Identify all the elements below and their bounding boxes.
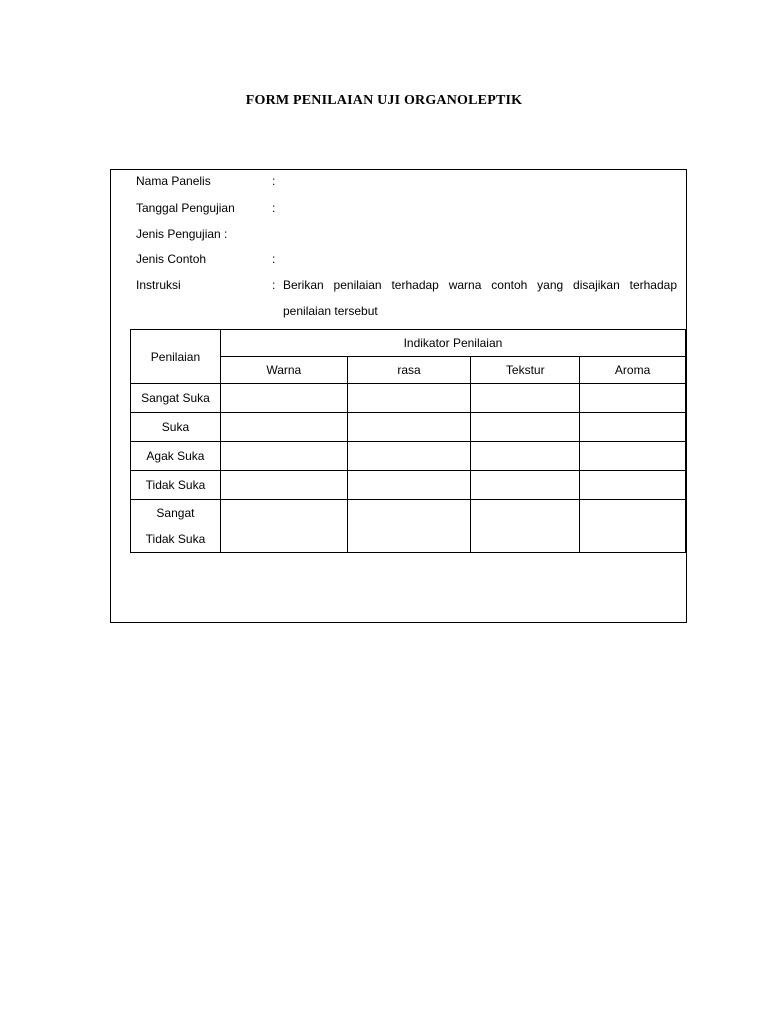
- cell-warna[interactable]: [220, 500, 347, 553]
- field-label-jenis-pengujian: Jenis Pengujian :: [136, 227, 228, 241]
- row-label-sangat-tidak-suka: [131, 500, 221, 553]
- cell-aroma[interactable]: [580, 413, 686, 442]
- table-row: [131, 442, 686, 471]
- cell-aroma[interactable]: [580, 442, 686, 471]
- cell-aroma[interactable]: [580, 384, 686, 413]
- cell-rasa[interactable]: [347, 500, 471, 553]
- header-warna: Warna: [220, 357, 347, 384]
- cell-tekstur[interactable]: [471, 413, 580, 442]
- cell-tekstur[interactable]: [471, 442, 580, 471]
- cell-rasa[interactable]: [347, 384, 471, 413]
- colon-jenis-contoh: :: [272, 252, 276, 266]
- rating-table: [130, 329, 686, 553]
- table-row: [131, 471, 686, 500]
- table-row: [131, 384, 686, 413]
- header-rasa: rasa: [347, 357, 471, 384]
- form-frame: [110, 169, 687, 623]
- cell-rasa[interactable]: [347, 413, 471, 442]
- table-header-row: [131, 330, 686, 357]
- header-tekstur: Tekstur: [471, 357, 580, 384]
- row-label-agak-suka: Agak Suka: [131, 442, 221, 471]
- form-title: FORM PENILAIAN UJI ORGANOLEPTIK: [245, 93, 523, 108]
- row-label-suka: Suka: [131, 413, 221, 442]
- cell-warna[interactable]: [220, 442, 347, 471]
- cell-rasa[interactable]: [347, 471, 471, 500]
- field-label-jenis-contoh: Jenis Contoh: [136, 252, 207, 266]
- header-indikator-penilaian: Indikator Penilaian: [220, 330, 685, 357]
- field-label-tanggal-pengujian: Tanggal Pengujian: [136, 201, 235, 215]
- field-label-nama-panelis: Nama Panelis: [136, 174, 211, 188]
- header-penilaian: Penilaian: [131, 330, 221, 384]
- row-label-tidak-suka: Tidak Suka: [131, 471, 221, 500]
- row-label-sangat-suka: Sangat Suka: [131, 384, 221, 413]
- header-aroma: Aroma: [580, 357, 686, 384]
- instruction-text: Berikan penilaian terhadap warna contoh yang disajikan terhadap penilaian tersebut: [283, 278, 677, 318]
- cell-aroma[interactable]: [580, 500, 686, 553]
- field-label-instruksi: Instruksi: [136, 278, 181, 292]
- cell-warna[interactable]: [220, 471, 347, 500]
- cell-warna[interactable]: [220, 413, 347, 442]
- cell-tekstur[interactable]: [471, 384, 580, 413]
- cell-rasa[interactable]: [347, 442, 471, 471]
- cell-tekstur[interactable]: [471, 500, 580, 553]
- colon-nama-panelis: :: [272, 174, 276, 188]
- table-row: [131, 413, 686, 442]
- cell-tekstur[interactable]: [471, 471, 580, 500]
- cell-aroma[interactable]: [580, 471, 686, 500]
- colon-tanggal-pengujian: :: [272, 201, 276, 215]
- colon-instruksi: :: [272, 278, 276, 292]
- table-row: [131, 500, 686, 553]
- row-label-text: Sangat Tidak Suka: [145, 506, 206, 546]
- cell-warna[interactable]: [220, 384, 347, 413]
